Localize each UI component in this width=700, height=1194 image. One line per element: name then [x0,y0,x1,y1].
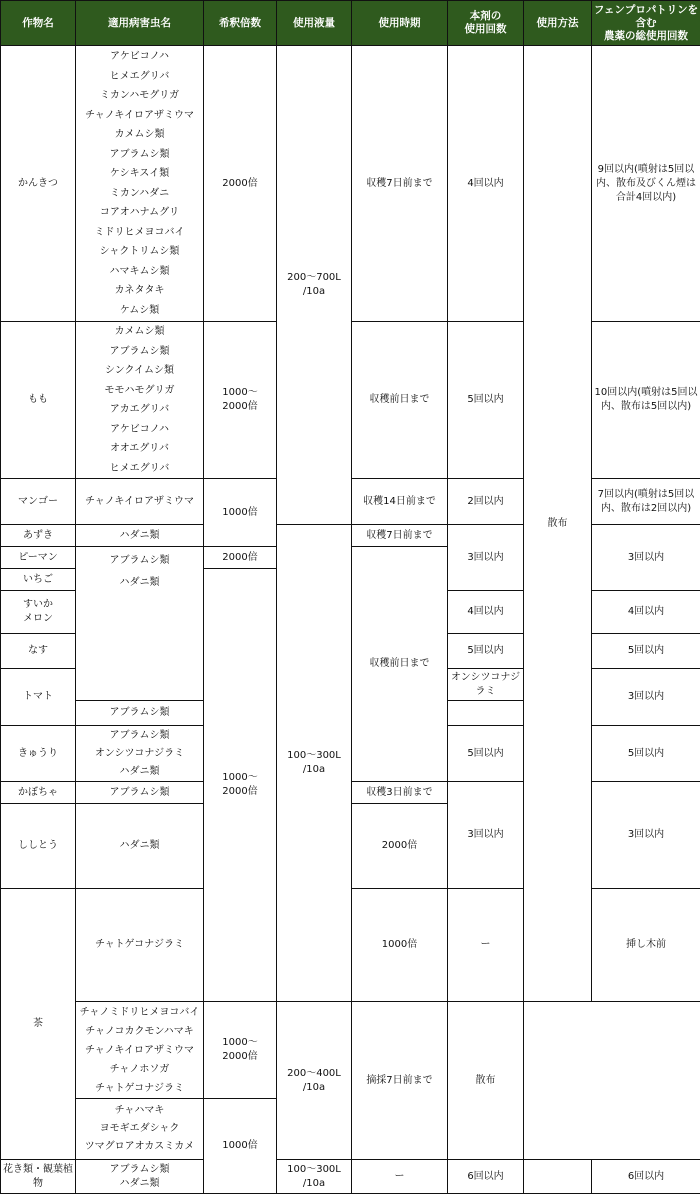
count-cell: 3回以内 [592,669,700,726]
crop-cell: もも [1,322,76,479]
dilution-cell: 2000倍 [204,46,277,322]
pest-cell: アブラムシ類 ハダニ類 [76,1160,204,1194]
timing-cell: 収穫前日まで [352,322,448,479]
timing-cell: 収穫3日前まで [352,782,448,804]
timing-cell: 収穫14日前まで [352,479,448,525]
method-cell: 散布 [524,46,592,1002]
header-dilution: 希釈倍数 [204,1,277,46]
pest-cell: カメムシ類 アブラムシ類 シンクイムシ類 モモハモグリガ アカエグリバ アケビコノハ オオエグリバ ヒメエグリバ [76,322,204,479]
total-count-cell: 6回以内 [592,1160,700,1194]
pest-cell: アケビコノハ ヒメエグリバ ミカンハモグリガ チャノキイロアザミウマ カメムシ類 アブラムシ類 ケシキスイ類 ミカンハダニ コアオハナムグリ ミドリヒメヨコバイ シャクトリムシ類 ハマキムシ類 カネタタキ ケムシ類 [76,46,204,322]
timing-cell: 挿し木前 [592,889,700,1002]
total-count-cell: 4回以内 [592,591,700,634]
table-row [1,46,700,322]
count-cell: 5回以内 [448,726,524,782]
total-count-cell: 5回以内 [592,726,700,782]
pest-cell: アブラムシ類 オンシツコナジラミ ハダニ類 [76,726,204,782]
count-cell: 4回以内 [448,591,524,634]
timing-cell: 収穫7日前まで [352,525,448,547]
crop-cell: 花き類・観葉植物 [1,1160,76,1194]
timing-cell: 摘採7日前まで [352,1002,448,1160]
pest-cell: チャノキイロアザミウマ [76,479,204,525]
pest-cell: アブラムシ類 [76,782,204,804]
crop-cell: トマト [1,669,76,726]
header-volume: 使用液量 [277,1,352,46]
method-cell: 散布 [448,1002,524,1160]
dilution-cell: 1000倍 [204,479,277,547]
table-row [1,1160,700,1194]
crop-cell: ピーマン [1,547,76,569]
crop-cell: ししとう [1,804,76,889]
crop-cell: なす [1,634,76,669]
pest-cell: ハダニ類 [76,804,204,889]
timing-cell: ー [352,1160,448,1194]
count-cell: 5回以内 [448,634,524,669]
crop-cell: 茶 [1,889,76,1160]
count-cell: 6回以内 [448,1160,524,1194]
dilution-cell: 1000～ 2000倍 [204,1002,277,1099]
header-count: 本剤の 使用回数 [448,1,524,46]
header-method: 使用方法 [524,1,592,46]
pest-cell: アブラムシ類 [76,701,204,726]
pest-cell: チャハマキ ヨモギエダシャク ツマグロアオカスミカメ [76,1099,204,1160]
volume-cell: 200～400L /10a [277,1002,352,1160]
total-count-cell: 5回以内 [592,634,700,669]
total-count-cell: 7回以内(噴射は5回以内、散布は2回以内) [592,479,700,525]
crop-cell: いちご [1,569,76,591]
table-row [1,1002,700,1099]
volume-cell: 100～300L /10a [277,525,352,1002]
header-crop: 作物名 [1,1,76,46]
total-count-cell: 3回以内 [592,782,700,889]
crop-cell: かんきつ [1,46,76,322]
header-pest: 適用病害虫名 [76,1,204,46]
header-total-count: フェンプロパトリンを 含む 農薬の総使用回数 [592,1,700,46]
count-cell: 5回以内 [448,322,524,479]
header-timing: 使用時期 [352,1,448,46]
crop-cell: すいか メロン [1,591,76,634]
dilution-cell: 1000倍 [352,889,448,1002]
crop-cell: あずき [1,525,76,547]
volume-cell: 200～700L /10a [277,46,352,525]
total-count-cell: 10回以内(噴射は5回以内、散布は5回以内) [592,322,700,479]
volume-cell: 100～300L /10a [277,1160,352,1194]
dilution-cell: 1000～ 2000倍 [204,322,277,479]
dilution-cell: 1000～ 2000倍 [204,569,277,1002]
total-count-cell: 3回以内 [592,525,700,591]
pest-cell: オンシツコナジラミ [448,669,524,701]
dilution-cell: 1000倍 [204,1099,277,1194]
table-row [1,525,700,547]
timing-cell: 収穫前日まで [352,547,448,782]
pest-cell: チャトゲコナジラミ [76,889,204,1002]
dilution-cell: 2000倍 [352,804,448,889]
volume-cell: ー [448,889,524,1002]
total-count-cell: 9回以内(噴射は5回以内、散布及びくん煙は合計4回以内) [592,46,700,322]
count-cell: 2回以内 [448,479,524,525]
timing-cell: 収穫7日前まで [352,46,448,322]
method-cell [524,1160,592,1194]
count-cell: 3回以内 [448,782,524,889]
pest-cell: チャノミドリヒメヨコバイ チャノコカクモンハマキ チャノキイロアザミウマ チャノホソガ チャトゲコナジラミ [76,1002,204,1099]
pest-cell: ハダニ類 [76,525,204,547]
header-row [1,1,700,46]
count-cell: 3回以内 [448,525,524,591]
crop-cell: かぼちゃ [1,782,76,804]
count-cell: 4回以内 [448,46,524,322]
crop-cell: マンゴー [1,479,76,525]
pest-cell: アブラムシ類 ハダニ類 [76,547,204,701]
dilution-cell: 2000倍 [204,547,277,569]
crop-cell: きゅうり [1,726,76,782]
